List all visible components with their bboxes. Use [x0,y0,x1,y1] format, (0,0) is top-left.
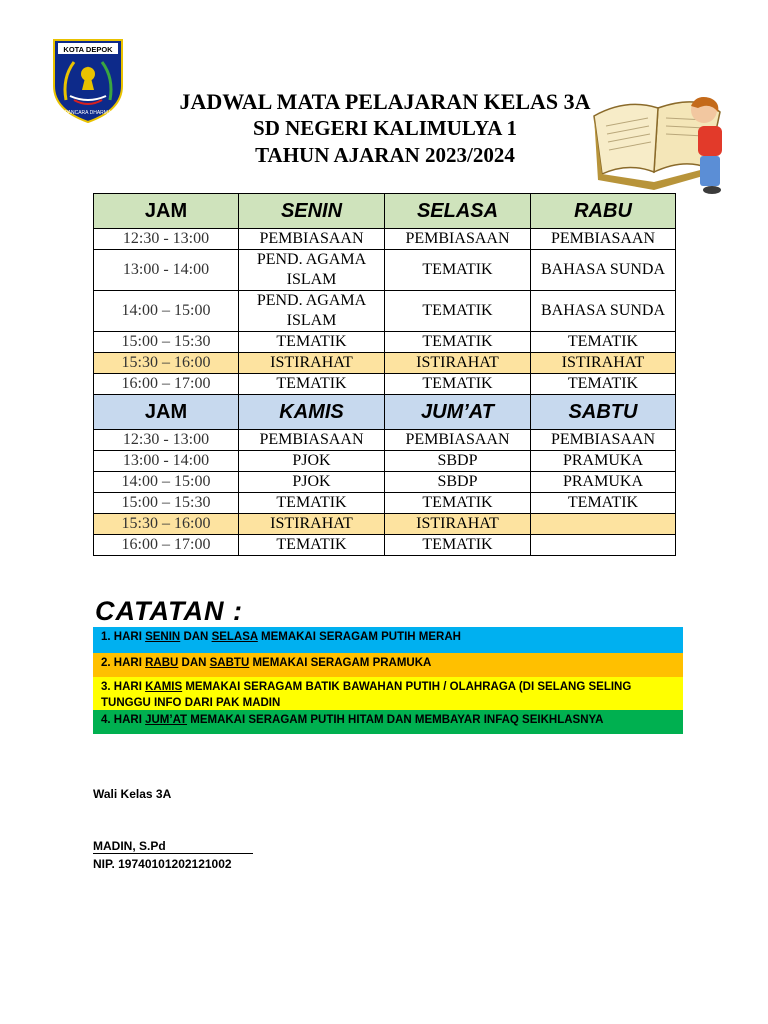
col-header-rabu: RABU [531,194,676,229]
subject-cell: SBDP [385,472,531,493]
table-row [94,472,676,493]
time-cell: 12:30 - 13:00 [94,229,239,250]
subject-cell: PEMBIASAAN [531,229,676,250]
time-cell: 14:00 – 15:00 [94,472,239,493]
table-row [94,250,676,291]
schedule-table [93,193,676,556]
table-row [94,229,676,250]
subject-cell: TEMATIK [385,332,531,353]
note-item-2 [93,653,683,677]
note-day: KAMIS [145,681,183,693]
col-header-jam: JAM [94,194,239,229]
table-row [94,374,676,395]
subject-cell: TEMATIK [385,374,531,395]
subject-cell: ISTIRAHAT [531,353,676,374]
subject-cell: TEMATIK [531,493,676,514]
subject-cell: PEMBIASAAN [531,430,676,451]
subject-cell: ISTIRAHAT [239,514,385,535]
subject-cell: ISTIRAHAT [239,353,385,374]
logo-motto: PANCARA DHARMA [64,110,112,116]
col-header-jumat: JUM’AT [385,395,531,430]
subject-cell: PJOK [239,451,385,472]
time-cell: 13:00 - 14:00 [94,451,239,472]
time-cell: 12:30 - 13:00 [94,430,239,451]
time-cell: 16:00 – 17:00 [94,535,239,556]
note-text: 3. HARI [101,681,146,693]
note-text: 4. HARI [101,714,146,726]
note-text: MEMAKAI SERAGAM PRAMUKA [249,657,432,669]
col-header-kamis: KAMIS [239,395,385,430]
subject-cell: TEMATIK [385,291,531,332]
subject-cell: TEMATIK [239,535,385,556]
logo-label: KOTA DEPOK [63,45,113,54]
table-row [94,430,676,451]
col-header-selasa: SELASA [385,194,531,229]
col-header-jam: JAM [94,395,239,430]
subject-cell: TEMATIK [239,493,385,514]
note-text: MEMAKAI SERAGAM PUTIH MERAH [257,631,461,643]
subject-cell [531,514,676,535]
break-row [94,514,676,535]
time-cell: 15:30 – 16:00 [94,353,239,374]
subject-cell: BAHASA SUNDA [531,291,676,332]
table-row [94,493,676,514]
signature-title: Wali Kelas 3A [93,787,172,801]
school-name: SD NEGERI KALIMULYA 1 [253,116,517,140]
signature-nip: NIP. 19740101202121002 [93,857,232,871]
col-header-sabtu: SABTU [531,395,676,430]
subject-cell: SBDP [385,451,531,472]
time-cell: 15:00 – 15:30 [94,493,239,514]
break-row [94,353,676,374]
time-cell: 15:30 – 16:00 [94,514,239,535]
subject-cell [531,535,676,556]
time-cell: 15:00 – 15:30 [94,332,239,353]
subject-cell: PEMBIASAAN [385,430,531,451]
header [100,88,670,169]
subject-cell: TEMATIK [531,332,676,353]
subject-cell: PEMBIASAAN [239,430,385,451]
subject-cell: TEMATIK [239,332,385,353]
time-cell: 16:00 – 17:00 [94,374,239,395]
subject-cell: PEMBIASAAN [385,229,531,250]
note-text: DAN [180,631,212,643]
time-cell: 14:00 – 15:00 [94,291,239,332]
subject-cell: PRAMUKA [531,451,676,472]
subject-cell: PEND. AGAMA ISLAM [239,291,385,332]
col-header-senin: SENIN [239,194,385,229]
notes-list [93,627,683,734]
subject-cell: PEMBIASAAN [239,229,385,250]
note-text: DAN [178,657,210,669]
note-item-4 [93,710,683,734]
note-text: MEMAKAI SERAGAM BATIK BAWAHAN PUTIH / OLAHRAGA (DI SELANG SELING TUNGGU INFO DARI PAK MADIN [101,681,632,709]
note-item-1 [93,627,683,653]
signature-name: MADIN, S.Pd [93,839,253,854]
note-day: SELASA [211,631,258,643]
table-row [94,332,676,353]
note-day: SABTU [209,657,250,669]
page-title: JADWAL MATA PELAJARAN KELAS 3A [179,89,591,114]
table-row [94,291,676,332]
note-day: SENIN [145,631,181,643]
note-text: 2. HARI [101,657,146,669]
header-row-mon-wed [94,194,676,229]
subject-cell: TEMATIK [385,250,531,291]
notes-heading: CATATAN : [95,596,243,626]
note-text: MEMAKAI SERAGAM PUTIH HITAM DAN MEMBAYAR INFAQ SEIKHLASNYA [187,714,604,726]
reading-child-illustration [588,96,730,196]
subject-cell: PJOK [239,472,385,493]
subject-cell: BAHASA SUNDA [531,250,676,291]
header-row-thu-sat [94,395,676,430]
table-row [94,535,676,556]
school-year: TAHUN AJARAN 2023/2024 [255,143,515,167]
subject-cell: PEND. AGAMA ISLAM [239,250,385,291]
note-item-3 [93,677,683,710]
note-day: RABU [145,657,179,669]
subject-cell: TEMATIK [239,374,385,395]
subject-cell: TEMATIK [531,374,676,395]
subject-cell: TEMATIK [385,493,531,514]
note-text: 1. HARI [101,631,146,643]
time-cell: 13:00 - 14:00 [94,250,239,291]
subject-cell: ISTIRAHAT [385,353,531,374]
subject-cell: PRAMUKA [531,472,676,493]
table-row [94,451,676,472]
subject-cell: TEMATIK [385,535,531,556]
note-day: JUM’AT [145,714,188,726]
subject-cell: ISTIRAHAT [385,514,531,535]
